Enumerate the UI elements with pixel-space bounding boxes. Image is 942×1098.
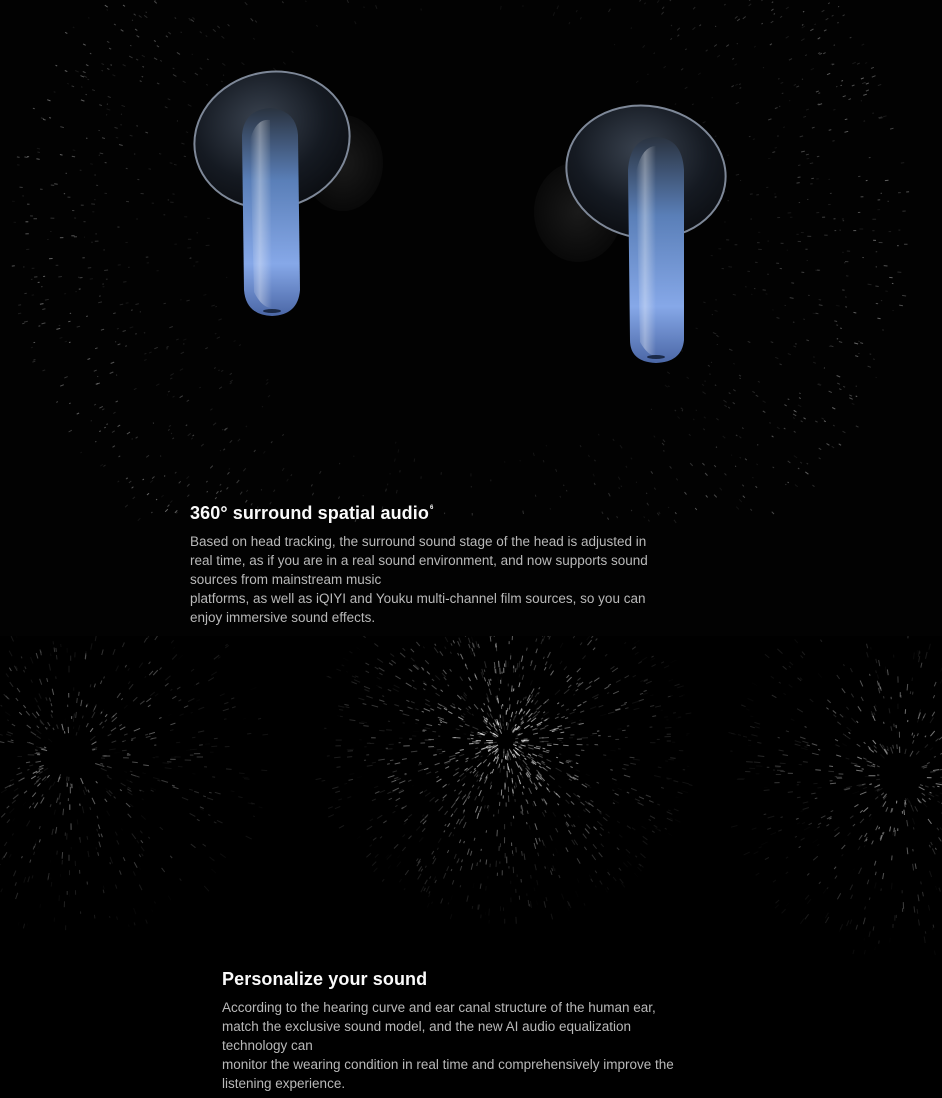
description-line: listening experience.: [222, 1076, 346, 1091]
description-line: platforms, as well as iQIYI and Youku multi-channel film sources, so you can: [190, 591, 646, 606]
spatial-audio-text-block: [190, 503, 730, 627]
description-line: technology can: [222, 1038, 313, 1053]
personalize-heading: Personalize your sound: [222, 969, 428, 989]
description-line: real time, as if you are in a real sound environment, and now supports sound: [190, 553, 648, 568]
footnote-marker: 6: [429, 505, 434, 511]
description-line: According to the hearing curve and ear canal structure of the human ear,: [222, 1000, 656, 1015]
description-line: match the exclusive sound model, and the new AI audio equalization: [222, 1019, 632, 1034]
left-earbud: [182, 57, 383, 316]
description-line: enjoy immersive sound effects.: [190, 610, 376, 625]
right-earbud: [534, 93, 736, 363]
spatial-audio-description: [190, 532, 730, 627]
personalize-text-block: [222, 969, 742, 1093]
description-line: monitor the wearing condition in real time and comprehensively improve the: [222, 1057, 674, 1072]
spatial-audio-heading: [190, 503, 730, 524]
personalize-description: [222, 998, 742, 1093]
spatial-audio-title: 360° surround spatial audio: [190, 503, 429, 523]
description-line: Based on head tracking, the surround sound stage of the head is adjusted in: [190, 534, 647, 549]
personalize-sound-panel: [0, 636, 942, 1098]
description-line: sources from mainstream music: [190, 572, 382, 587]
